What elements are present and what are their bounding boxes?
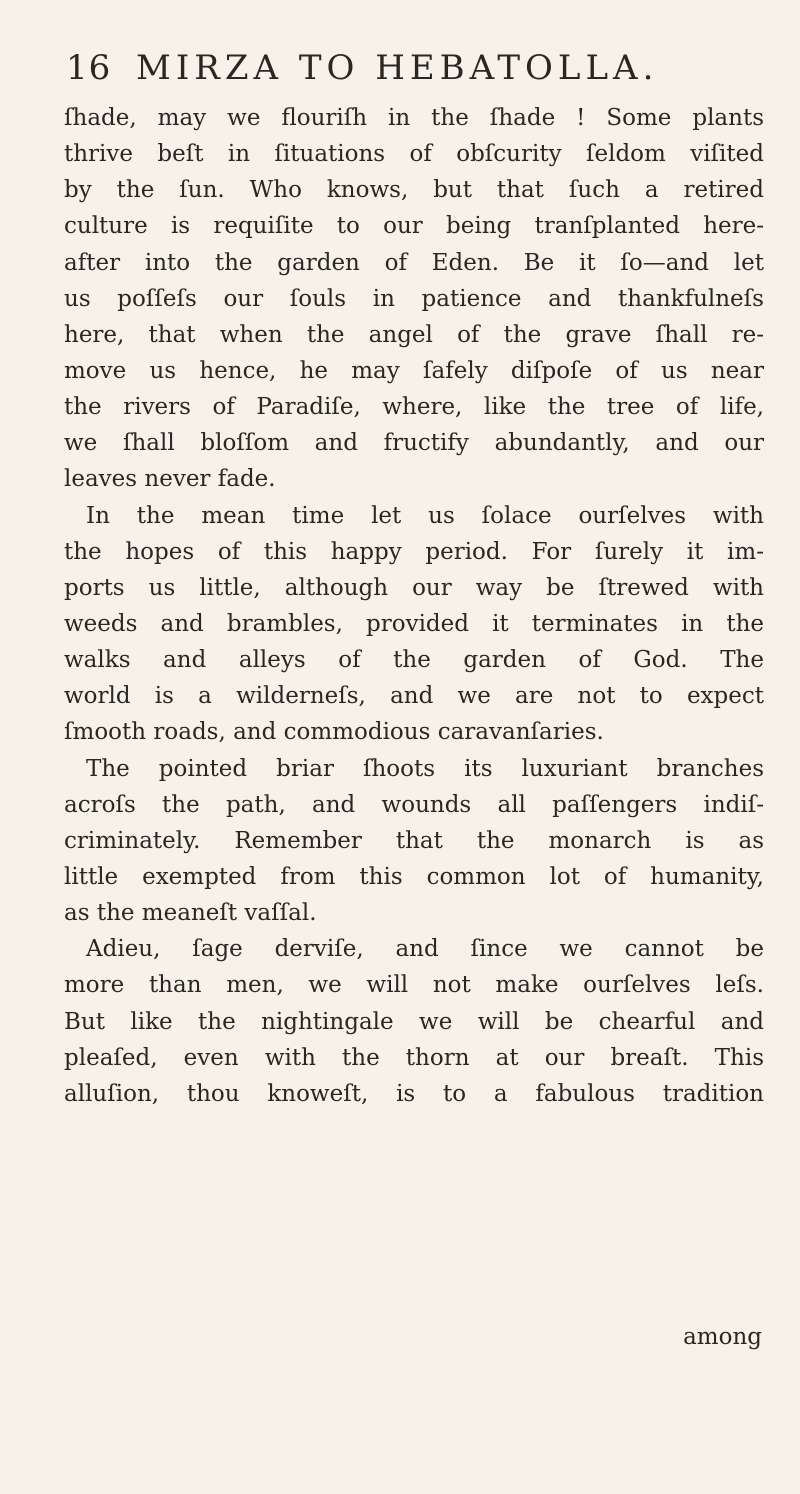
text-line: walks and alleys of the garden of God. The xyxy=(64,647,764,674)
text-line: the rivers of Paradiſe, where, like the tree of life, xyxy=(64,394,764,421)
text-line: ſhade, may we flouriſh in the ſhade ! Some plants xyxy=(64,105,764,131)
text-line: The pointed briar ſhoots its luxuriant branches xyxy=(86,755,764,782)
text-line: thrive beſt in ſituations of obſcurity ſeldom viſited xyxy=(64,141,764,168)
text-line: by the ſun. Who knows, but that ſuch a retired xyxy=(64,177,764,204)
body-text xyxy=(64,100,764,1112)
text-line: Adieu, ſage derviſe, and ſince we cannot be xyxy=(86,936,764,963)
page-header xyxy=(66,48,786,108)
text-line: ſmooth roads, and commodious caravanſaries. xyxy=(64,719,604,746)
text-line: the hopes of this happy period. For ſurely it im- xyxy=(64,538,764,565)
text-line: ports us little, although our way be ſtrewed with xyxy=(64,574,764,601)
text-line: little exempted from this common lot of humanity, xyxy=(64,863,764,890)
text-line: But like the nightingale we will be chearful and xyxy=(64,1008,764,1035)
text-line: weeds and brambles, provided it terminates in the xyxy=(64,610,764,637)
text-line: culture is requiſite to our being tranſplanted here- xyxy=(64,213,764,240)
page-number: 16 xyxy=(66,48,112,88)
text-line: here, that when the angel of the grave ſhall re- xyxy=(64,321,764,348)
catchword: among xyxy=(683,1324,762,1350)
text-line: pleaſed, even with the thorn at our breaſt. This xyxy=(64,1044,764,1071)
text-line: us poſſeſs our ſouls in patience and thankfulneſs xyxy=(64,285,764,312)
text-line: after into the garden of Eden. Be it ſo—and let xyxy=(64,249,764,276)
text-line: acroſs the path, and wounds all paſſengers indiſ- xyxy=(64,791,764,818)
text-line: move us hence, he may ſafely diſpoſe of us near xyxy=(64,357,764,384)
text-line: more than men, we will not make ourſelves leſs. xyxy=(64,972,764,999)
text-line: world is a wilderneſs, and we are not to expect xyxy=(64,683,764,710)
text-line: as the meaneſt vaſſal. xyxy=(64,900,317,927)
text-line: leaves never fade. xyxy=(64,466,276,493)
running-head: MIRZA TO HEBATOLLA. xyxy=(136,48,659,88)
text-line: we ſhall bloſſom and fructify abundantly, and our xyxy=(64,430,764,457)
text-line: criminately. Remember that the monarch is as xyxy=(64,827,764,854)
text-line: In the mean time let us ſolace ourſelves with xyxy=(86,502,764,529)
text-line: alluſion, thou knoweſt, is to a fabulous tradition xyxy=(64,1080,764,1107)
